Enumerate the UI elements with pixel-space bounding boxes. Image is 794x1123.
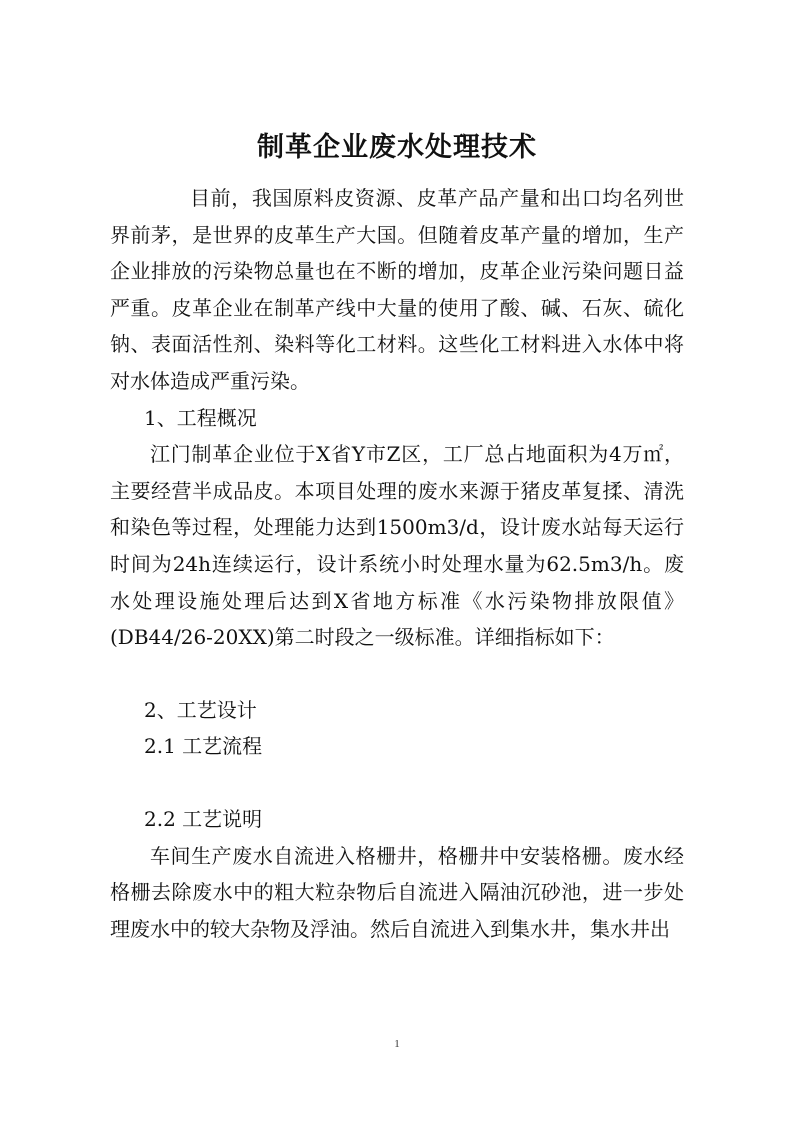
blank-line [110,765,684,801]
process-description-paragraph: 车间生产废水自流进入格栅井，格栅井中安装格栅。废水经格栅去除废水中的粗大粒杂物后自流进入隔油沉砂池，进一步处理废水中的较大杂物及浮油。然后自流进入到集水井，集水井出 [110,843,684,941]
document-title: 制革企业废水处理技术 [257,132,537,163]
section-2-1-heading: 2.1 工艺流程 [144,734,263,759]
document-body [110,128,684,947]
blank-line [110,656,684,692]
section-1-heading: 1、工程概况 [144,405,257,430]
intro-paragraph: 目前，我国原料皮资源、皮革产品产量和出口均名列世界前茅，是世界的皮革生产大国。但随着皮革产量的增加，生产企业排放的污染物总量也在不断的增加，皮革企业污染问题日益严重。皮革企业在制革产线中大量的使用了酸、碱、石灰、硫化钠、表面活性剂、染料等化工材料。这些化工材料进入水体中将对水体造成严重污染。 [110,186,684,393]
section-2-2-heading: 2.2 工艺说明 [144,806,263,831]
page-number: 1 [394,1038,400,1050]
overview-paragraph: 江门制革企业位于X省Y市Z区，工厂总占地面积为4万㎡，主要经营半成品皮。本项目处理的废水来源于猪皮革复揉、清洗和染色等过程，处理能力达到1500m3/d，设计废水站每天运行时间为24h连续运行，设计系统小时处理水量为62.5m3/h。废水处理设施处理后达到X省地方标准《水污染物排放限值》(DB44/26-20XX)第二时段之一级标准。详细指标如下： [110,442,684,650]
section-2-heading: 2、工艺设计 [144,697,257,722]
